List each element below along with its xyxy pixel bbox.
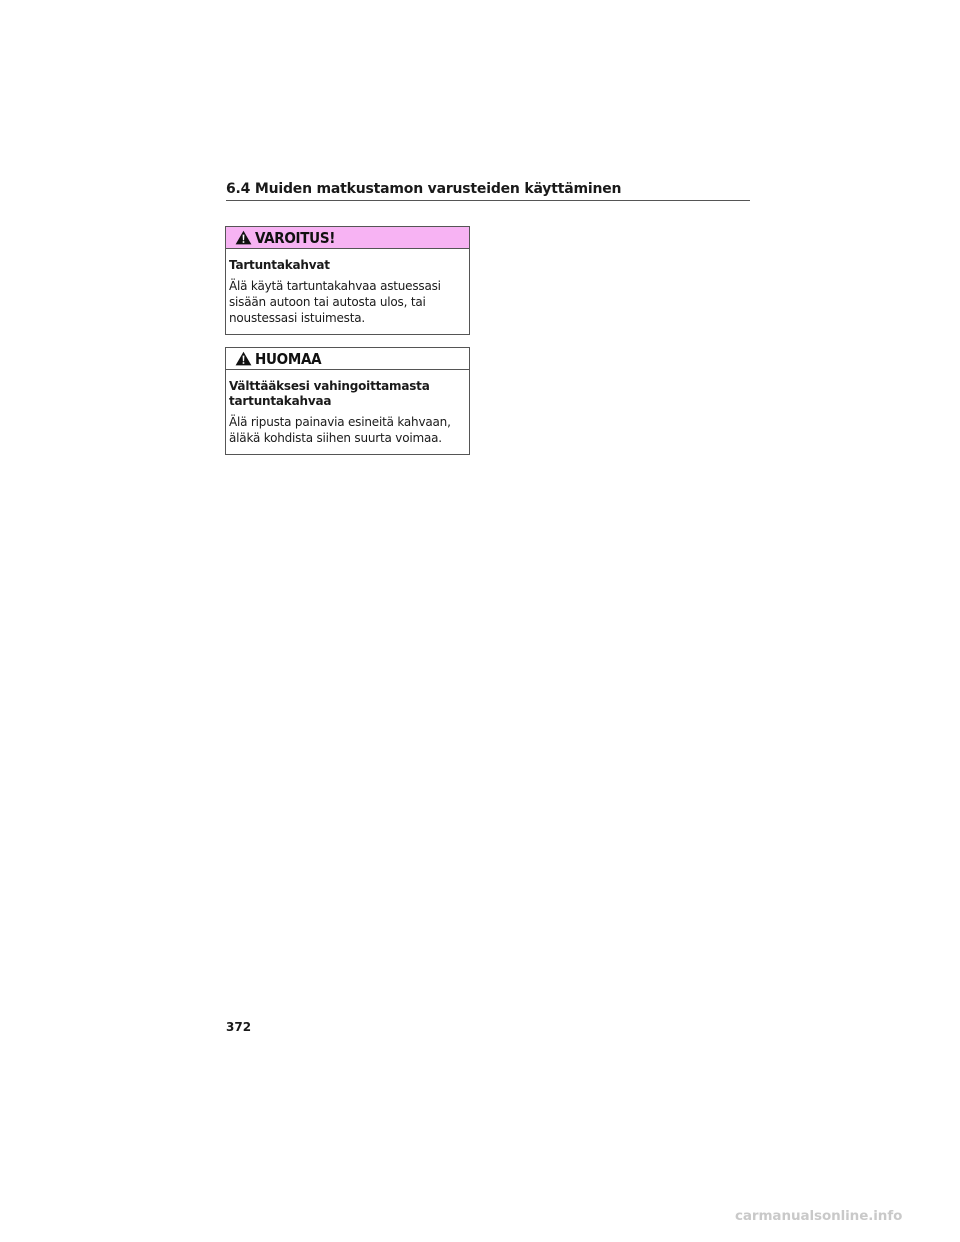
warning-body bbox=[226, 249, 469, 334]
warning-header bbox=[226, 227, 469, 249]
watermark: carmanualsonline.info bbox=[735, 1208, 903, 1224]
warning-triangle-icon bbox=[235, 351, 252, 366]
warning-subtitle: Tartuntakahvat bbox=[229, 258, 330, 272]
page-number: 372 bbox=[226, 1020, 252, 1034]
warning-box bbox=[225, 226, 470, 335]
caution-subtitle: Välttääksesi vahingoittamasta tartuntakahvaa bbox=[229, 379, 430, 408]
section-header bbox=[226, 178, 750, 201]
caution-body bbox=[226, 370, 469, 454]
warning-triangle-icon bbox=[235, 230, 252, 245]
caution-text: Älä ripusta painavia esineitä kahvaan, äläkä kohdista siihen suurta voimaa. bbox=[229, 415, 451, 445]
caution-title: HUOMAA bbox=[255, 349, 322, 368]
caution-header bbox=[226, 348, 469, 370]
warning-text: Älä käytä tartuntakahvaa astuessasi sisään autoon tai autosta ulos, tai noustessasi istuimesta. bbox=[229, 279, 441, 325]
caution-box bbox=[225, 347, 470, 455]
section-title: 6.4 Muiden matkustamon varusteiden käyttäminen bbox=[226, 181, 622, 197]
warning-title: VAROITUS! bbox=[255, 228, 336, 247]
